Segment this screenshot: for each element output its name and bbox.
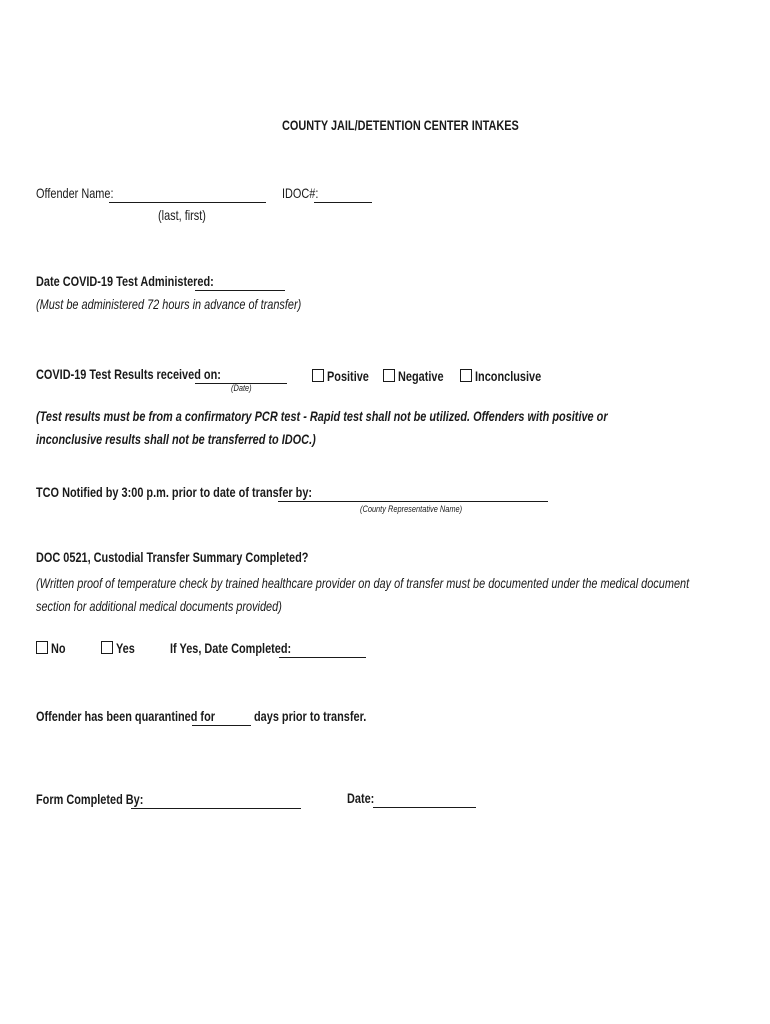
completed-by-label: Form Completed By: [36, 791, 144, 807]
date-hint: (Date) [231, 383, 252, 394]
idoc-label: IDOC#: [282, 185, 319, 201]
results-received-label: COVID-19 Test Results received on: [36, 366, 221, 382]
doc-question: DOC 0521, Custodial Transfer Summary Completed? [36, 549, 309, 565]
quarantine-suffix: days prior to transfer. [254, 708, 367, 724]
form-date-field[interactable] [373, 807, 476, 808]
negative-option[interactable]: Negative [383, 368, 456, 384]
date-completed-field[interactable] [279, 657, 366, 658]
doc-note: (Written proof of temperature check by trained healthcare provider on day of transfer must be documented under the medical document section for additional medical documents provided) [36, 575, 690, 614]
positive-checkbox[interactable] [312, 369, 324, 382]
yes-option[interactable]: Yes [101, 640, 140, 656]
offender-name-field[interactable] [109, 202, 266, 203]
pcr-note: (Test results must be from a confirmatory PCR test - Rapid test shall not be utilized. Offenders with positive or inconclusive results shall not be transferred to IDOC.) [36, 408, 608, 447]
test-administered-date-field[interactable] [195, 290, 285, 291]
county-rep-hint: (County Representative Name) [360, 504, 463, 515]
yes-checkbox[interactable] [101, 641, 113, 654]
idoc-field[interactable] [314, 202, 372, 203]
quarantine-days-field[interactable] [192, 725, 251, 726]
completed-by-field[interactable] [131, 808, 301, 809]
form-title: COUNTY JAIL/DETENTION CENTER INTAKES [282, 117, 519, 133]
county-rep-field[interactable] [278, 501, 548, 502]
name-hint: (last, first) [158, 207, 206, 223]
if-yes-label: If Yes, Date Completed: [170, 640, 292, 656]
tco-notified-label: TCO Notified by 3:00 p.m. prior to date of transfer by: [36, 484, 313, 500]
date-label: Date: [347, 790, 375, 806]
negative-checkbox[interactable] [383, 369, 395, 382]
test-administered-label: Date COVID-19 Test Administered: [36, 273, 214, 289]
inconclusive-checkbox[interactable] [460, 369, 472, 382]
test-administered-note: (Must be administered 72 hours in advance of transfer) [36, 296, 302, 312]
no-option[interactable]: No [36, 640, 70, 656]
no-checkbox[interactable] [36, 641, 48, 654]
inconclusive-option[interactable]: Inconclusive [460, 368, 560, 384]
positive-option[interactable]: Positive [312, 368, 381, 384]
quarantine-prefix: Offender has been quarantined for [36, 708, 215, 724]
offender-name-label: Offender Name: [36, 185, 114, 201]
